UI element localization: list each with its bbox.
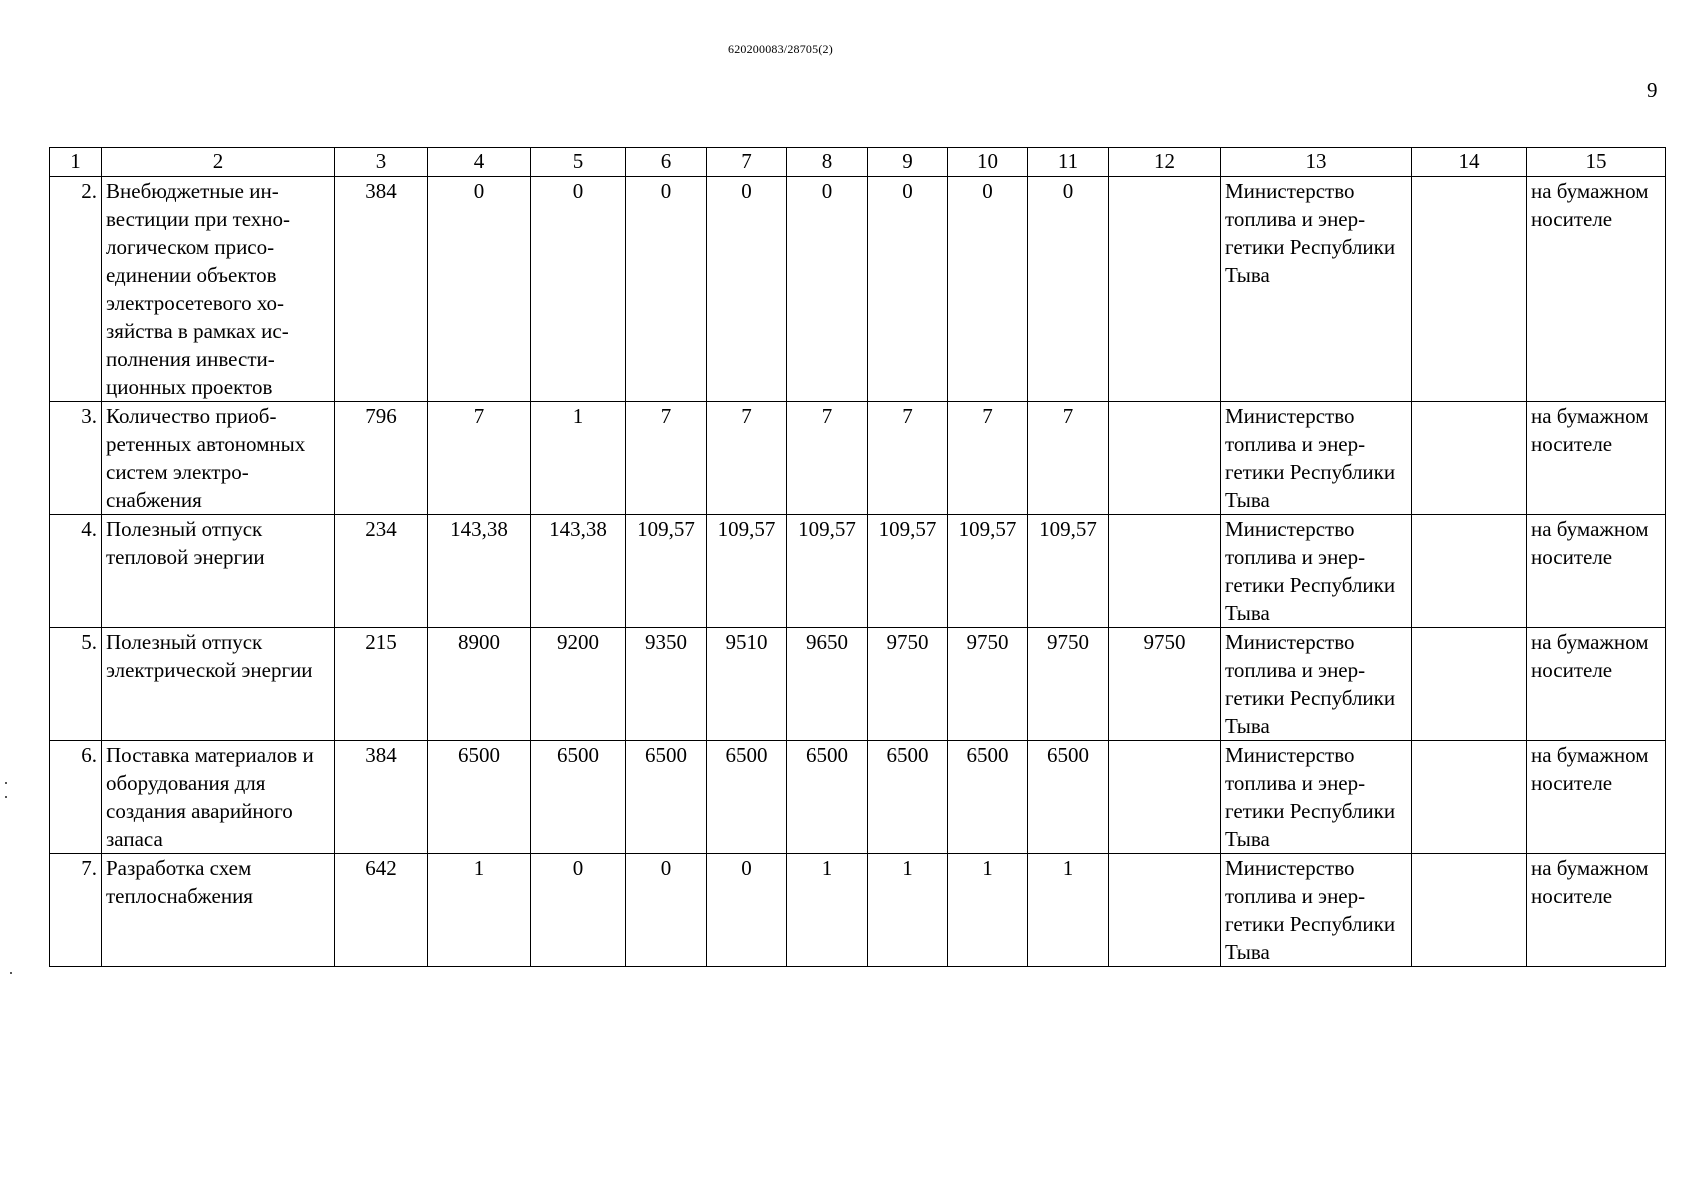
value-cell: 6500 (531, 741, 626, 854)
indicator-name: Внебюджетные инвестиции при технологическом присоединении объектов электросетевого хозяйства в рамках исполнения инвестиционных проектов (102, 177, 335, 402)
column-number: 12 (1109, 148, 1221, 177)
value-cell: 9510 (707, 628, 787, 741)
report-form: на бумажном носителе (1527, 402, 1666, 515)
value-cell: 6500 (948, 741, 1028, 854)
unit-code: 234 (335, 515, 428, 628)
report-form: на бумажном носителе (1527, 628, 1666, 741)
responsible-body: Министерство топлива и энергетики Республики Тыва (1221, 402, 1412, 515)
column-14-cell (1412, 854, 1527, 967)
value-cell: 7 (1028, 402, 1109, 515)
table-row (50, 628, 1666, 741)
scan-speck (10, 972, 12, 974)
value-cell: 9650 (787, 628, 868, 741)
value-cell: 0 (707, 177, 787, 402)
row-number: 6. (50, 741, 102, 854)
value-cell (1109, 741, 1221, 854)
indicator-name: Разработка схем теплоснабжения (102, 854, 335, 967)
indicator-name: Полезный отпуск электрической энергии (102, 628, 335, 741)
value-cell: 9750 (1028, 628, 1109, 741)
table-row (50, 515, 1666, 628)
column-14-cell (1412, 402, 1527, 515)
value-cell: 1 (948, 854, 1028, 967)
value-cell: 7 (707, 402, 787, 515)
responsible-body: Министерство топлива и энергетики Республики Тыва (1221, 628, 1412, 741)
unit-code: 384 (335, 177, 428, 402)
column-number: 14 (1412, 148, 1527, 177)
column-number: 5 (531, 148, 626, 177)
value-cell: 0 (1028, 177, 1109, 402)
row-number: 5. (50, 628, 102, 741)
value-cell: 143,38 (428, 515, 531, 628)
value-cell: 109,57 (868, 515, 948, 628)
value-cell: 109,57 (707, 515, 787, 628)
page-number: 9 (1647, 78, 1658, 102)
value-cell: 0 (428, 177, 531, 402)
responsible-body: Министерство топлива и энергетики Республики Тыва (1221, 515, 1412, 628)
value-cell: 6500 (787, 741, 868, 854)
value-cell: 1 (787, 854, 868, 967)
value-cell: 6500 (626, 741, 707, 854)
value-cell: 7 (948, 402, 1028, 515)
column-number: 15 (1527, 148, 1666, 177)
row-number: 4. (50, 515, 102, 628)
document-id: 620200083/28705(2) (728, 42, 833, 56)
column-number: 8 (787, 148, 868, 177)
column-number: 9 (868, 148, 948, 177)
column-number: 13 (1221, 148, 1412, 177)
report-form: на бумажном носителе (1527, 741, 1666, 854)
value-cell: 0 (948, 177, 1028, 402)
table-row (50, 177, 1666, 402)
column-14-cell (1412, 515, 1527, 628)
responsible-body: Министерство топлива и энергетики Республики Тыва (1221, 854, 1412, 967)
unit-code: 384 (335, 741, 428, 854)
unit-code: 642 (335, 854, 428, 967)
value-cell: 0 (626, 177, 707, 402)
column-number: 4 (428, 148, 531, 177)
column-number: 1 (50, 148, 102, 177)
column-14-cell (1412, 741, 1527, 854)
value-cell: 7 (626, 402, 707, 515)
value-cell: 143,38 (531, 515, 626, 628)
column-number-row (50, 148, 1666, 177)
value-cell: 7 (868, 402, 948, 515)
value-cell: 9750 (868, 628, 948, 741)
indicator-name: Полезный отпуск тепловой энергии (102, 515, 335, 628)
value-cell: 109,57 (787, 515, 868, 628)
value-cell: 9350 (626, 628, 707, 741)
value-cell: 8900 (428, 628, 531, 741)
unit-code: 796 (335, 402, 428, 515)
value-cell (1109, 515, 1221, 628)
column-number: 11 (1028, 148, 1109, 177)
indicator-name: Поставка материалов и оборудования для создания аварийного запаса (102, 741, 335, 854)
table-row (50, 854, 1666, 967)
report-form: на бумажном носителе (1527, 515, 1666, 628)
responsible-body: Министерство топлива и энергетики Республики Тыва (1221, 177, 1412, 402)
value-cell: 0 (868, 177, 948, 402)
unit-code: 215 (335, 628, 428, 741)
value-cell: 1 (868, 854, 948, 967)
responsible-body: Министерство топлива и энергетики Республики Тыва (1221, 741, 1412, 854)
value-cell: 0 (626, 854, 707, 967)
value-cell: 9750 (1109, 628, 1221, 741)
value-cell: 0 (531, 854, 626, 967)
column-number: 10 (948, 148, 1028, 177)
column-number: 2 (102, 148, 335, 177)
value-cell: 0 (787, 177, 868, 402)
value-cell: 1 (531, 402, 626, 515)
row-number: 3. (50, 402, 102, 515)
table-row (50, 402, 1666, 515)
value-cell: 0 (531, 177, 626, 402)
value-cell: 7 (428, 402, 531, 515)
table-row (50, 741, 1666, 854)
column-number: 7 (707, 148, 787, 177)
value-cell (1109, 177, 1221, 402)
value-cell: 109,57 (948, 515, 1028, 628)
value-cell: 7 (787, 402, 868, 515)
value-cell: 9750 (948, 628, 1028, 741)
row-number: 7. (50, 854, 102, 967)
value-cell: 6500 (1028, 741, 1109, 854)
value-cell: 6500 (428, 741, 531, 854)
report-form: на бумажном носителе (1527, 854, 1666, 967)
scan-speck (5, 782, 7, 784)
indicators-table (49, 147, 1666, 967)
value-cell: 1 (428, 854, 531, 967)
value-cell (1109, 402, 1221, 515)
report-form: на бумажном носителе (1527, 177, 1666, 402)
row-number: 2. (50, 177, 102, 402)
indicator-name: Количество приобретенных автономных систем электроснабжения (102, 402, 335, 515)
value-cell: 6500 (707, 741, 787, 854)
column-number: 3 (335, 148, 428, 177)
value-cell: 1 (1028, 854, 1109, 967)
value-cell (1109, 854, 1221, 967)
value-cell: 109,57 (1028, 515, 1109, 628)
value-cell: 0 (707, 854, 787, 967)
value-cell: 6500 (868, 741, 948, 854)
value-cell: 109,57 (626, 515, 707, 628)
column-number: 6 (626, 148, 707, 177)
value-cell: 9200 (531, 628, 626, 741)
scan-speck (5, 796, 7, 798)
column-14-cell (1412, 177, 1527, 402)
column-14-cell (1412, 628, 1527, 741)
